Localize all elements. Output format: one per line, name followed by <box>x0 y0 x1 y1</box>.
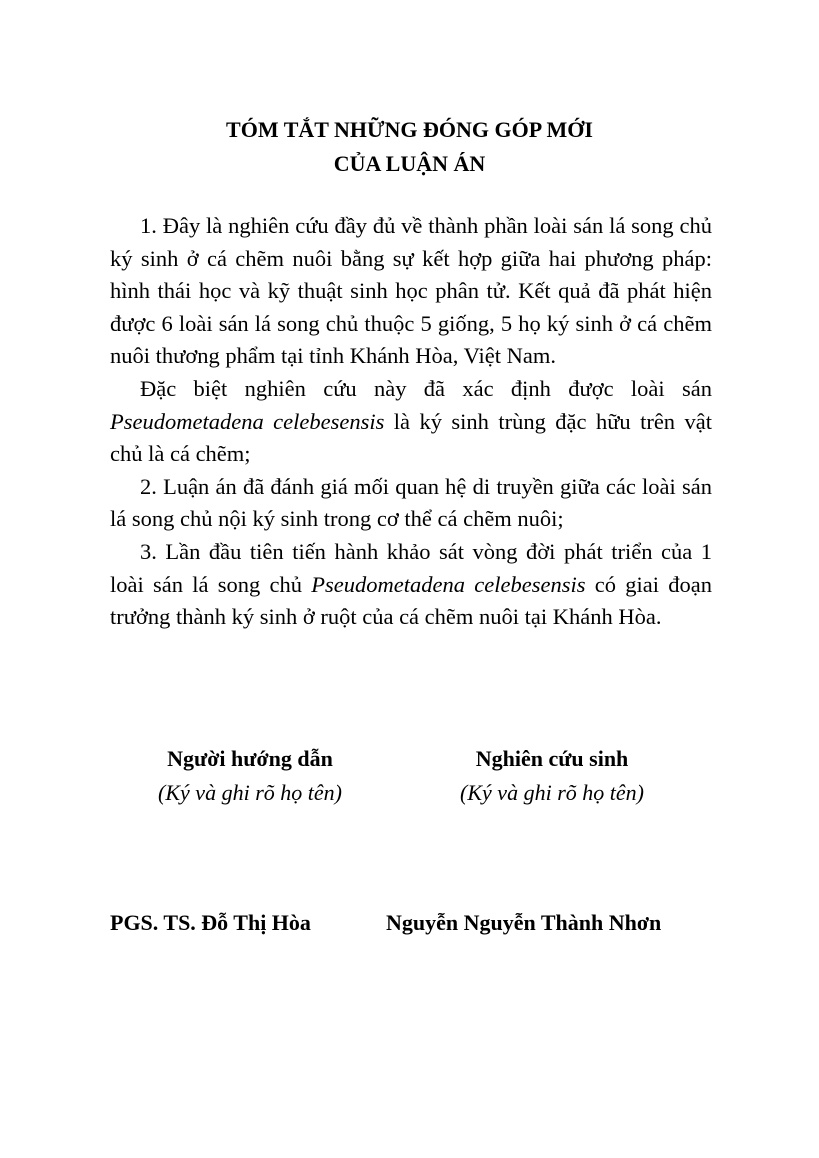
paragraph-text: có giai đoạn trưởng thành ký sinh ở ruột của cá chẽm nuôi tại Khánh Hòa. <box>110 571 712 630</box>
supervisor-role: Người hướng dẫn <box>167 746 333 771</box>
supervisor-sign-note: (Ký và ghi rõ họ tên) <box>158 780 342 805</box>
contributions-body <box>110 210 712 634</box>
paragraph-contribution-2: 2. Luận án đã đánh giá mối quan hệ di truyền giữa các loài sán lá song chủ nội ký sinh trong cơ thể cá chẽm nuôi; <box>110 473 712 532</box>
species-name: Pseudometadena celebesensis <box>311 571 586 597</box>
supervisor-name: PGS. TS. Đỗ Thị Hòa <box>110 910 311 935</box>
signature-block-supervisor <box>118 742 382 810</box>
paragraph-contribution-3 <box>110 536 712 634</box>
paragraph-text: 3. Lần đầu tiên tiến hành khảo sát vòng đời phát triển của 1 loài sán lá song chủ <box>110 538 712 597</box>
paragraph-text: Đặc biệt nghiên cứu này đã xác định được loài sán <box>140 375 712 401</box>
document-title-line-2: CỦA LUẬN ÁN <box>333 151 486 176</box>
species-name: Pseudometadena celebesensis <box>110 408 385 434</box>
paragraph-special-finding <box>110 373 712 471</box>
candidate-role: Nghiên cứu sinh <box>475 746 629 771</box>
paragraph-contribution-1: 1. Đây là nghiên cứu đầy đủ về thành phần loài sán lá song chủ ký sinh ở cá chẽm nuôi bằng sự kết hợp giữa hai phương pháp: hình thái học và kỹ thuật sinh học phân tử. Kết quả đã phát hiện được 6 loài sán lá song chủ thuộc 5 giống, 5 họ ký sinh ở cá chẽm nuôi thương phẩm tại tỉnh Khánh Hòa, Việt Nam. <box>110 213 712 369</box>
candidate-name: Nguyễn Nguyễn Thành Nhơn <box>386 910 662 935</box>
document-title-line-1: TÓM TẮT NHỮNG ĐÓNG GÓP MỚI <box>226 117 593 142</box>
signature-block-candidate <box>420 742 684 810</box>
paragraph-text: là ký sinh trùng đặc hữu trên vật chủ là cá chẽm; <box>110 408 712 467</box>
candidate-sign-note: (Ký và ghi rõ họ tên) <box>460 780 644 805</box>
